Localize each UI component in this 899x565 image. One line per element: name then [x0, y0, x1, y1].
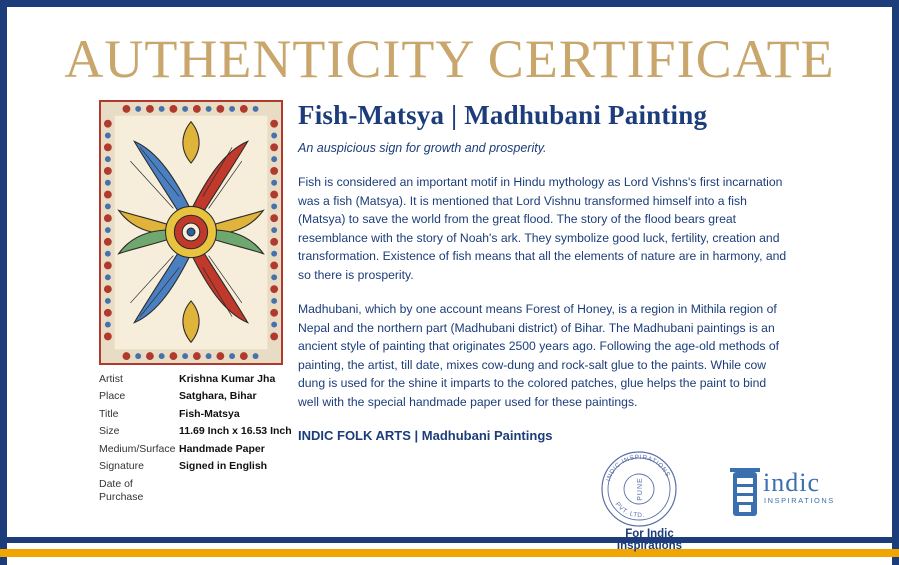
madhubani-fish-artwork	[101, 102, 281, 363]
indic-logo-subtitle: INSPIRATIONS	[764, 496, 835, 505]
table-row	[99, 370, 299, 388]
svg-text:PVT. LTD.: PVT. LTD.	[613, 501, 646, 520]
detail-label: Size	[99, 425, 120, 438]
detail-value: Signed in English	[179, 460, 268, 473]
artwork-image	[99, 100, 283, 365]
table-row	[99, 476, 299, 506]
detail-label: Date of Purchase	[99, 478, 144, 503]
company-stamp-icon	[600, 450, 678, 528]
detail-value	[179, 476, 299, 506]
detail-label: Title	[99, 407, 119, 420]
brand-line: INDIC FOLK ARTS | Madhubani Paintings	[298, 427, 553, 443]
page-title: AUTHENTICITY CERTIFICATE	[64, 29, 835, 89]
artwork-heading: Fish-Matsya | Madhubani Painting	[298, 100, 708, 130]
artwork-details	[99, 370, 299, 506]
svg-text:PUNE: PUNE	[637, 477, 644, 501]
detail-label: Medium/Surface	[99, 442, 176, 455]
detail-value: Handmade Paper	[179, 442, 265, 455]
indic-logo-word: indic	[763, 468, 820, 497]
detail-label: Artist	[99, 372, 123, 385]
table-row	[99, 458, 299, 476]
footer-caption: For Indic Inspirations	[616, 528, 683, 552]
certificate-content	[298, 100, 788, 443]
table-row	[99, 440, 299, 458]
description-paragraph-2: Madhubani, which by one account means Forest of Honey, is a region in Mithila region of Nepal and the northern part (Madhubani district) of Bihar. The Madhubani paintings is an ancient style of painting that originates 2500 years ago. Following the age-old methods of painting, the artist, till date, mixes cow-dung and rock-salt glue to the paints. While cow dung is used for the shine it imparts to the colored patches, glue helps the paint to bind well with the special handmade paper used for these paintings.	[298, 302, 780, 410]
table-row	[99, 423, 299, 441]
description-paragraph-1: Fish is considered an important motif in Hindu mythology as Lord Vishns's first incarnation was a fish (Matsya). It is mentioned that Lord Vishnu transformed himself into a fish (Matsya) to save the world from the great flood. The story of the flood bears great resemblance with the story of Noah's ark. They symbolize good luck, fertility, creation and transformation. Existence of fish means that all the elements of nature are in harmony, and so there is prosperity.	[298, 175, 787, 282]
detail-value: 11.69 Inch x 16.53 Inch	[179, 425, 292, 438]
details-table	[99, 370, 299, 506]
table-row	[99, 388, 299, 406]
artwork-tagline: An auspicious sign for growth and prosperity.	[298, 141, 547, 155]
footer-signature-block	[600, 450, 835, 552]
top-border-bar	[0, 0, 899, 7]
bottom-gold-bar	[0, 549, 899, 557]
detail-label: Signature	[99, 460, 144, 473]
detail-value: Krishna Kumar Jha	[179, 372, 276, 385]
svg-text:INDIC INSPIRATIONS: INDIC INSPIRATIONS	[605, 453, 672, 483]
table-row	[99, 405, 299, 423]
detail-value: Satghara, Bihar	[179, 390, 257, 403]
detail-label: Place	[99, 390, 126, 403]
detail-value: Fish-Matsya	[179, 407, 240, 420]
